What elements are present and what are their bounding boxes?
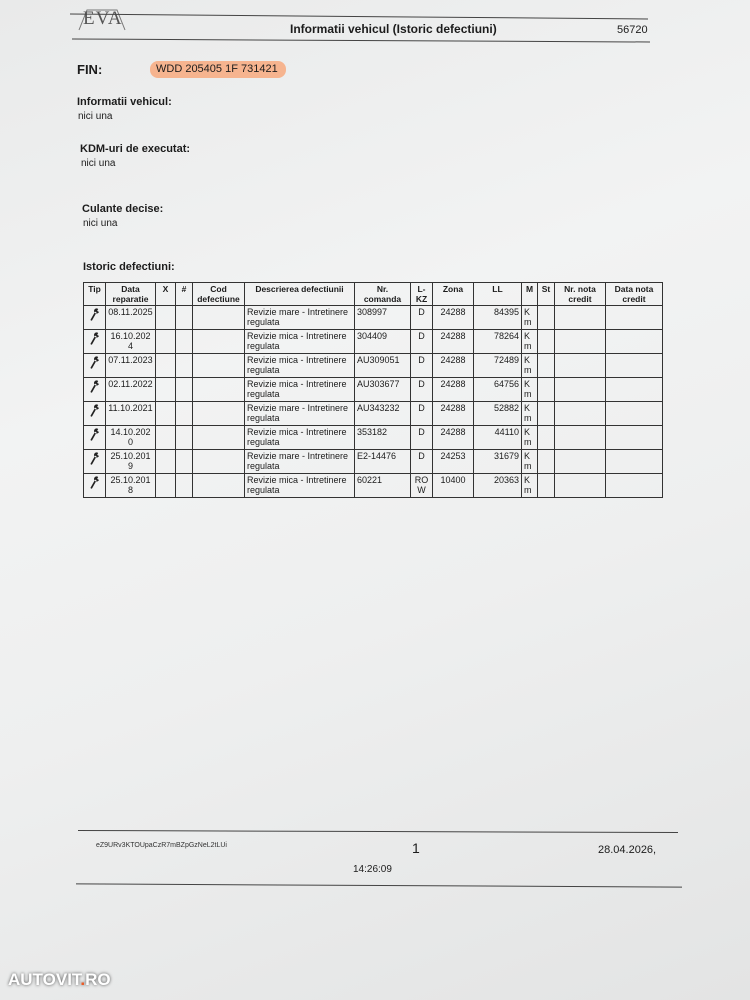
cell-m: Km [522, 378, 538, 402]
defect-rows [84, 306, 663, 498]
cell-order-number: 308997 [355, 306, 411, 330]
footer-time: 14:26:09 [353, 864, 392, 875]
cell-nr-nota-credit [555, 330, 606, 354]
cell-x [156, 426, 176, 450]
cell-cod [193, 426, 245, 450]
table-row [84, 354, 663, 378]
cell-ll: 52882 [474, 402, 522, 426]
wrench-icon [89, 379, 101, 395]
table-header-row [84, 283, 663, 306]
cell-zona: 24288 [433, 354, 474, 378]
table-row [84, 306, 663, 330]
cell-zona: 10400 [433, 474, 474, 498]
cell-description: Revizie mare - Intretinere regulata [245, 450, 355, 474]
cell-hash [176, 354, 193, 378]
cell-order-number: AU303677 [355, 378, 411, 402]
table-row [84, 426, 663, 450]
cell-cod [193, 330, 245, 354]
cell-st [538, 330, 555, 354]
cell-cod [193, 450, 245, 474]
footer-bottom-rule [76, 883, 682, 887]
cell-zona: 24288 [433, 330, 474, 354]
cell-m: Km [522, 402, 538, 426]
cell-order-number: E2-14476 [355, 450, 411, 474]
cell-order-number: 304409 [355, 330, 411, 354]
cell-date: 02.11.2022 [106, 378, 156, 402]
cell-st [538, 402, 555, 426]
cell-date: 07.11.2023 [106, 354, 156, 378]
header-top-rule [70, 13, 648, 19]
cell-order-number: 60221 [355, 474, 411, 498]
cell-m: Km [522, 306, 538, 330]
cell-x [156, 330, 176, 354]
cell-description: Revizie mica - Intretinere regulata [245, 474, 355, 498]
table-row [84, 450, 663, 474]
cell-ll: 84395 [474, 306, 522, 330]
cell-tip [84, 354, 106, 378]
cell-m: Km [522, 450, 538, 474]
cell-lkz: D [411, 330, 433, 354]
col-cod-defectiune: Cod defectiune [193, 283, 245, 306]
footer-date: 28.04.2026, [598, 844, 657, 856]
cell-order-number: AU309051 [355, 354, 411, 378]
cell-st [538, 378, 555, 402]
col-x: X [156, 283, 176, 306]
cell-x [156, 378, 176, 402]
cell-zona: 24253 [433, 450, 474, 474]
cell-description: Revizie mare - Intretinere regulata [245, 402, 355, 426]
table-row [84, 402, 663, 426]
cell-tip [84, 474, 106, 498]
decided-value: nici una [83, 218, 118, 229]
cell-tip [84, 426, 106, 450]
header-bottom-rule [72, 38, 650, 42]
col-lkz: L-KZ [411, 283, 433, 306]
cell-lkz: D [411, 354, 433, 378]
cell-data-nota-credit [606, 426, 663, 450]
decided-label: Culante decise: [82, 203, 164, 215]
cell-cod [193, 306, 245, 330]
cell-description: Revizie mica - Intretinere regulata [245, 330, 355, 354]
cell-order-number: 353182 [355, 426, 411, 450]
cell-hash [176, 378, 193, 402]
cell-ll: 31679 [474, 450, 522, 474]
cell-hash [176, 474, 193, 498]
cell-date: 14.10.2020 [106, 426, 156, 450]
cell-description: Revizie mare - Intretinere regulata [245, 306, 355, 330]
cell-nr-nota-credit [555, 474, 606, 498]
table-row [84, 330, 663, 354]
kdm-value: nici una [81, 158, 116, 169]
cell-st [538, 354, 555, 378]
cell-st [538, 450, 555, 474]
cell-hash [176, 330, 193, 354]
col-ll: LL [474, 283, 522, 306]
cell-nr-nota-credit [555, 354, 606, 378]
cell-nr-nota-credit [555, 426, 606, 450]
cell-date: 25.10.2018 [106, 474, 156, 498]
logo-text: EVA [83, 8, 123, 29]
wrench-icon [89, 331, 101, 347]
cell-data-nota-credit [606, 450, 663, 474]
fin-value: WDD 205405 1F 731421 [150, 61, 286, 78]
col-tip: Tip [84, 283, 106, 306]
cell-zona: 24288 [433, 306, 474, 330]
col-nr-nota-credit: Nr. nota credit [555, 283, 606, 306]
cell-st [538, 306, 555, 330]
cell-data-nota-credit [606, 402, 663, 426]
cell-st [538, 426, 555, 450]
cell-m: Km [522, 330, 538, 354]
cell-nr-nota-credit [555, 378, 606, 402]
cell-data-nota-credit [606, 330, 663, 354]
cell-tip [84, 402, 106, 426]
cell-x [156, 402, 176, 426]
cell-m: Km [522, 354, 538, 378]
wrench-icon [89, 307, 101, 323]
kdm-label: KDM-uri de executat: [80, 143, 191, 155]
cell-lkz: D [411, 450, 433, 474]
cell-nr-nota-credit [555, 402, 606, 426]
col-zona: Zona [433, 283, 474, 306]
cell-data-nota-credit [606, 354, 663, 378]
cell-lkz: D [411, 306, 433, 330]
cell-description: Revizie mica - Intretinere regulata [245, 354, 355, 378]
cell-data-nota-credit [606, 306, 663, 330]
cell-nr-nota-credit [555, 306, 606, 330]
cell-ll: 44110 [474, 426, 522, 450]
cell-zona: 24288 [433, 378, 474, 402]
col-m: M [522, 283, 538, 306]
cell-x [156, 306, 176, 330]
wrench-icon [89, 403, 101, 419]
col-descriere: Descrierea defectiunii [245, 283, 355, 306]
cell-m: Km [522, 474, 538, 498]
cell-order-number: AU343232 [355, 402, 411, 426]
cell-lkz: ROW [411, 474, 433, 498]
watermark-tld: RO [85, 970, 111, 989]
cell-ll: 20363 [474, 474, 522, 498]
cell-lkz: D [411, 426, 433, 450]
fin-label: FIN: [77, 62, 103, 77]
cell-st [538, 474, 555, 498]
cell-cod [193, 354, 245, 378]
cell-cod [193, 474, 245, 498]
watermark-brand: AUTOVIT [8, 970, 81, 989]
vehicle-info-label: Informatii vehicul: [77, 96, 172, 108]
col-nr-comanda: Nr. comanda [355, 283, 411, 306]
cell-x [156, 450, 176, 474]
footer-document-code: eZ9URv3KTOUpaCzR7mBZpGzNeL2tLUi [96, 842, 227, 849]
cell-nr-nota-credit [555, 450, 606, 474]
cell-data-nota-credit [606, 474, 663, 498]
cell-hash [176, 306, 193, 330]
cell-hash [176, 426, 193, 450]
cell-x [156, 474, 176, 498]
cell-hash [176, 402, 193, 426]
wrench-icon [89, 475, 101, 491]
document-number: 56720 [617, 24, 648, 36]
cell-cod [193, 378, 245, 402]
cell-lkz: D [411, 402, 433, 426]
cell-ll: 64756 [474, 378, 522, 402]
eva-logo [83, 8, 123, 30]
cell-zona: 24288 [433, 402, 474, 426]
cell-date: 16.10.2024 [106, 330, 156, 354]
cell-m: Km [522, 426, 538, 450]
col-data-nota-credit: Data nota credit [606, 283, 663, 306]
cell-description: Revizie mica - Intretinere regulata [245, 426, 355, 450]
cell-zona: 24288 [433, 426, 474, 450]
cell-description: Revizie mica - Intretinere regulata [245, 378, 355, 402]
defect-history-table [83, 282, 663, 498]
cell-ll: 72489 [474, 354, 522, 378]
cell-date: 25.10.2019 [106, 450, 156, 474]
cell-tip [84, 330, 106, 354]
cell-x [156, 354, 176, 378]
cell-date: 11.10.2021 [106, 402, 156, 426]
cell-cod [193, 402, 245, 426]
col-st: St [538, 283, 555, 306]
cell-lkz: D [411, 378, 433, 402]
footer-page-number: 1 [412, 840, 420, 856]
table-row [84, 378, 663, 402]
watermark-dot: . [80, 970, 86, 989]
footer-top-rule [78, 830, 678, 833]
cell-tip [84, 306, 106, 330]
cell-hash [176, 450, 193, 474]
table-row [84, 474, 663, 498]
document-title: Informatii vehicul (Istoric defectiuni) [290, 22, 497, 36]
history-label: Istoric defectiuni: [83, 261, 175, 273]
wrench-icon [89, 427, 101, 443]
wrench-icon [89, 355, 101, 371]
wrench-icon [89, 451, 101, 467]
cell-date: 08.11.2025 [106, 306, 156, 330]
col-hash: # [176, 283, 193, 306]
autovit-watermark [8, 970, 111, 990]
vehicle-info-value: nici una [78, 111, 113, 122]
cell-ll: 78264 [474, 330, 522, 354]
cell-data-nota-credit [606, 378, 663, 402]
col-data-reparatie: Data reparatie [106, 283, 156, 306]
cell-tip [84, 450, 106, 474]
cell-tip [84, 378, 106, 402]
